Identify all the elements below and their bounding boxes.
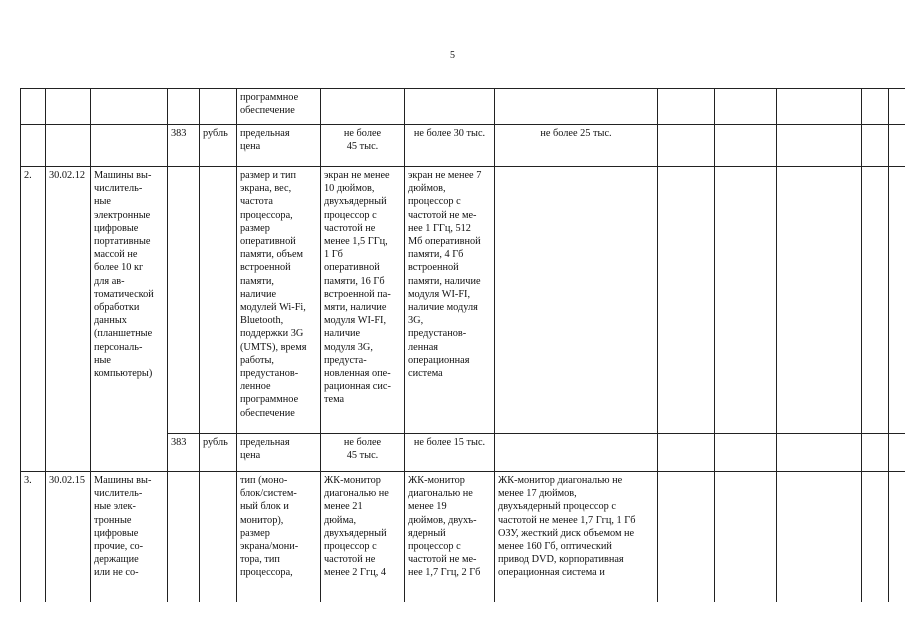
- empty-cell: [862, 167, 889, 434]
- empty-cell: [658, 125, 715, 167]
- table-row: [21, 167, 905, 434]
- empty-cell: [777, 434, 862, 472]
- empty-cell: [715, 125, 777, 167]
- empty-cell: [889, 434, 905, 472]
- value-cell: [495, 167, 658, 434]
- empty-cell: [715, 167, 777, 434]
- value-cell: [405, 89, 495, 125]
- cell-num: [21, 125, 46, 167]
- value-cell: не более 45 тыс.: [321, 125, 405, 167]
- empty-cell: [889, 89, 905, 125]
- cell-code: [46, 89, 91, 125]
- cell-unit: [200, 89, 237, 125]
- okpd-code: 30.02.15: [46, 472, 91, 602]
- value-cell: [495, 434, 658, 472]
- value-cell: [321, 89, 405, 125]
- unit-code-cell: 383: [168, 125, 200, 167]
- cell-unit-code: [168, 89, 200, 125]
- empty-cell: [777, 89, 862, 125]
- empty-cell: [889, 167, 905, 434]
- empty-cell: [862, 434, 889, 472]
- empty-cell: [658, 167, 715, 434]
- empty-cell: [715, 434, 777, 472]
- table-row: [21, 472, 905, 602]
- empty-cell: [889, 125, 905, 167]
- table-row: [21, 89, 905, 125]
- table-row: [21, 125, 905, 167]
- value-cell: не более 25 тыс.: [495, 125, 658, 167]
- cell-unit: [200, 472, 237, 602]
- page-number: 5: [450, 50, 455, 61]
- empty-cell: [658, 472, 715, 602]
- cell-unit-code: [168, 167, 200, 434]
- value-cell: ЖК-монитор диагональю не менее 19 дюймов, двухъ- ядерный процессор с частотой не ме- нее 1,7 Ггц, 2 Гб: [405, 472, 495, 602]
- unit-name-cell: рубль: [200, 434, 237, 472]
- empty-cell: [777, 125, 862, 167]
- item-name: Машины вы- числитель- ные элек- тронные цифровые прочие, со- держащие или не со-: [91, 472, 168, 602]
- row-number: 2.: [21, 167, 46, 472]
- value-cell: экран не менее 7 дюймов, процессор с частотой не ме- нее 1 ГГц, 512 Мб оперативной памяти, 4 Гб встроенной памяти, наличие модуля WI-FI, наличие модуля 3G, предустанов- ленная операционная система: [405, 167, 495, 434]
- characteristic-cell: предельная цена: [237, 125, 321, 167]
- value-cell: [495, 89, 658, 125]
- cell-name: [91, 89, 168, 125]
- cell-code: [46, 125, 91, 167]
- spec-table: [20, 88, 905, 602]
- value-cell: ЖК-монитор диагональю не менее 17 дюймов, двухъядерный процессор с частотой не менее 1,7 Ггц, 1 Гб ОЗУ, жесткий диск объемом не менее 160 Гб, оптический привод DVD, корпоративная операционная система и: [495, 472, 658, 602]
- characteristic-cell: предельная цена: [237, 434, 321, 472]
- characteristic-cell: тип (моно- блок/систем- ный блок и монитор), размер экрана/мони- тора, тип процессора,: [237, 472, 321, 602]
- empty-cell: [658, 89, 715, 125]
- empty-cell: [715, 89, 777, 125]
- cell-unit: [200, 167, 237, 434]
- cell-num: [21, 89, 46, 125]
- empty-cell: [862, 89, 889, 125]
- okpd-code: 30.02.12: [46, 167, 91, 472]
- empty-cell: [777, 472, 862, 602]
- empty-cell: [862, 472, 889, 602]
- row-number: 3.: [21, 472, 46, 602]
- empty-cell: [889, 472, 905, 602]
- cell-name: [91, 125, 168, 167]
- characteristic-cell: программное обеспечение: [237, 89, 321, 125]
- empty-cell: [862, 125, 889, 167]
- value-cell: экран не менее 10 дюймов, двухъядерный процессор с частотой не менее 1,5 ГГц, 1 Гб оперативной памяти, 16 Гб встроенной па- мяти, наличие модуля WI-FI, наличие модуля 3G, предуста- новленная опе- рационная сис- тема: [321, 167, 405, 434]
- unit-code-cell: 383: [168, 434, 200, 472]
- value-cell: не более 45 тыс.: [321, 434, 405, 472]
- value-cell: не более 30 тыс.: [405, 125, 495, 167]
- item-name: Машины вы- числитель- ные электронные цифровые портативные массой не более 10 кг для ав- томатической обработки данных (планшетные персональ- ные компьютеры): [91, 167, 168, 472]
- empty-cell: [658, 434, 715, 472]
- unit-name-cell: рубль: [200, 125, 237, 167]
- cell-unit-code: [168, 472, 200, 602]
- value-cell: не более 15 тыс.: [405, 434, 495, 472]
- characteristic-cell: размер и тип экрана, вес, частота процессора, размер оперативной памяти, объем встроенной памяти, наличие модулей Wi-Fi, Bluetooth, поддержки 3G (UMTS), время работы, предустанов- ленное программное обеспечение: [237, 167, 321, 434]
- value-cell: ЖК-монитор диагональю не менее 21 дюйма, двухъядерный процессор с частотой не менее 2 Ггц, 4: [321, 472, 405, 602]
- empty-cell: [715, 472, 777, 602]
- empty-cell: [777, 167, 862, 434]
